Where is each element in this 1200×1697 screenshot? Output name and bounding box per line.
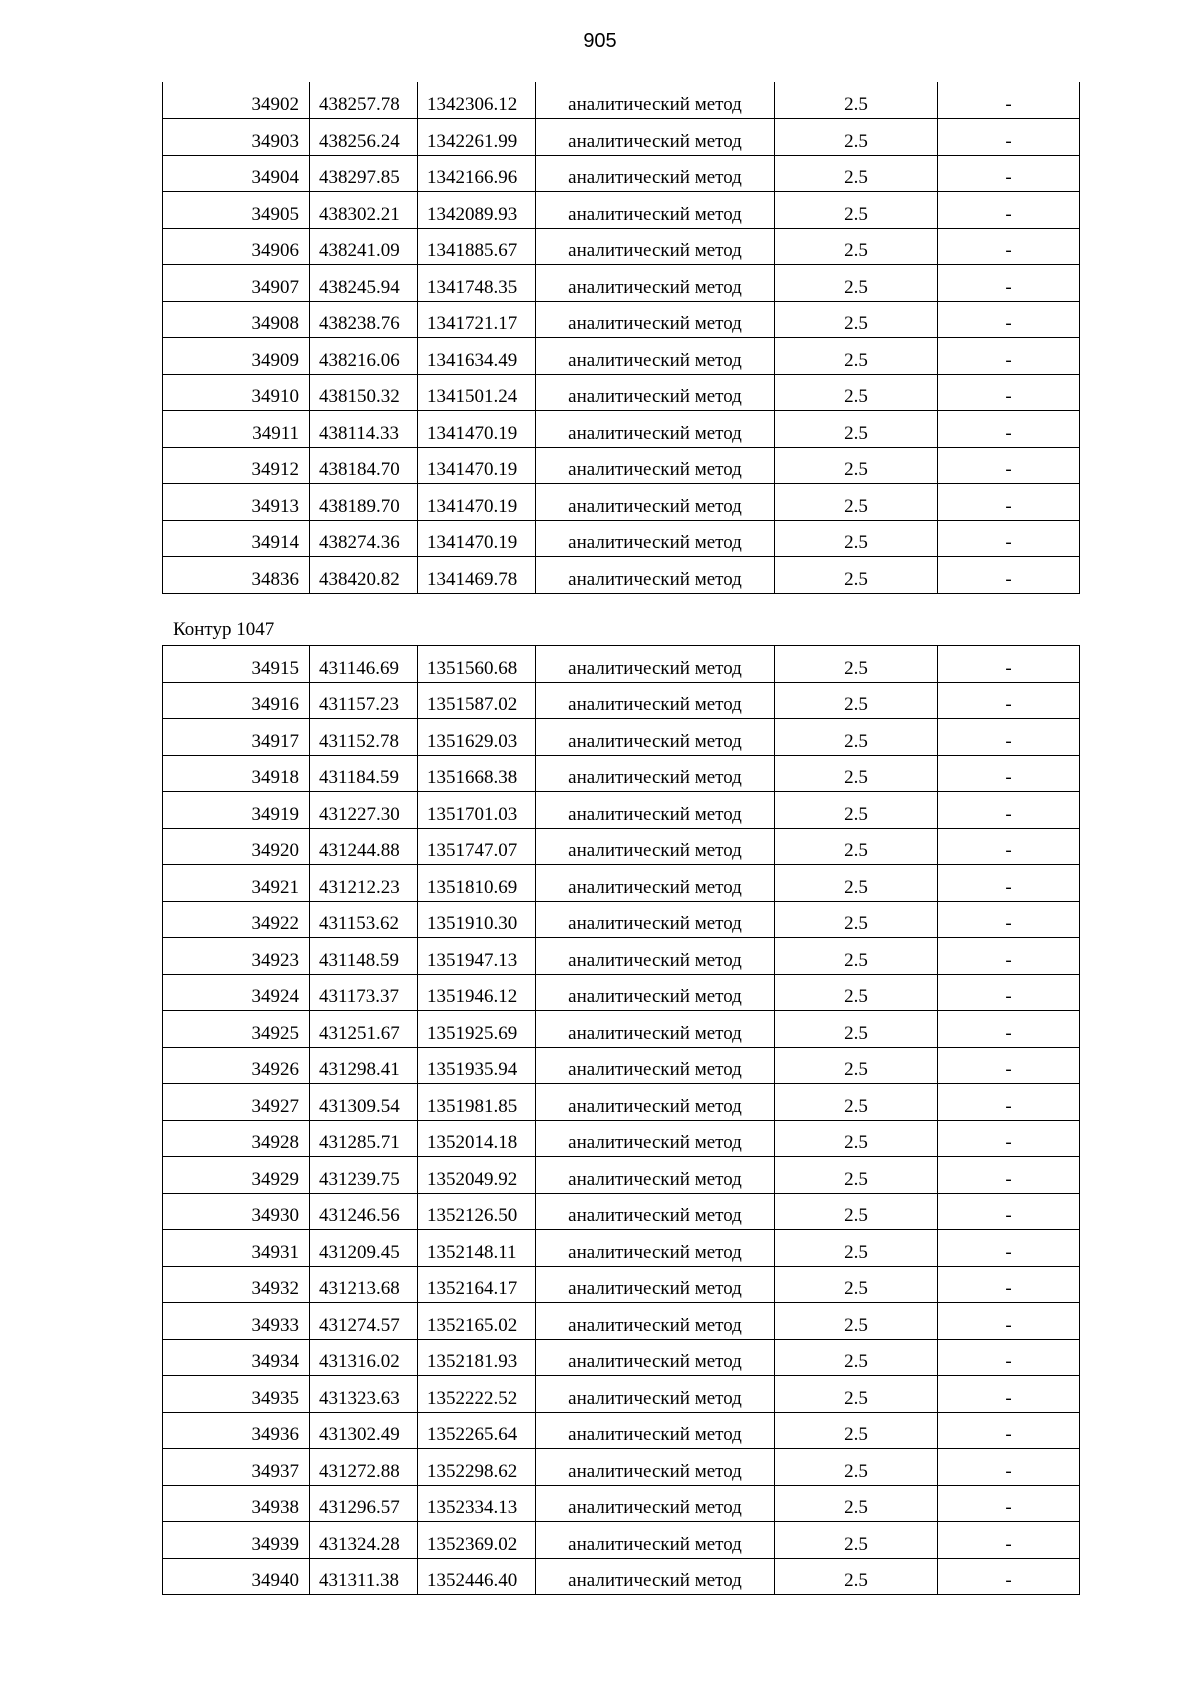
y-coordinate-cell: 1351935.94	[418, 1047, 536, 1084]
accuracy-cell: 2.5	[775, 1303, 938, 1340]
point-number-cell: 34926	[163, 1047, 310, 1084]
description-cell: -	[938, 338, 1080, 375]
x-coordinate-cell: 431239.75	[310, 1157, 418, 1194]
description-cell: -	[938, 82, 1080, 119]
method-cell: аналитический метод	[536, 901, 775, 938]
accuracy-cell: 2.5	[775, 755, 938, 792]
point-number-cell: 34907	[163, 265, 310, 302]
method-cell: аналитический метод	[536, 155, 775, 192]
method-cell: аналитический метод	[536, 1485, 775, 1522]
y-coordinate-cell: 1351747.07	[418, 828, 536, 865]
table-row	[163, 557, 1080, 594]
table-row	[163, 901, 1080, 938]
method-cell: аналитический метод	[536, 719, 775, 756]
point-number-cell: 34927	[163, 1084, 310, 1121]
table-row	[163, 1449, 1080, 1486]
method-cell: аналитический метод	[536, 374, 775, 411]
x-coordinate-cell: 438184.70	[310, 447, 418, 484]
accuracy-cell: 2.5	[775, 1157, 938, 1194]
table-row	[163, 828, 1080, 865]
y-coordinate-cell: 1352181.93	[418, 1339, 536, 1376]
table-row	[163, 1047, 1080, 1084]
point-number-cell: 34930	[163, 1193, 310, 1230]
table-row	[163, 792, 1080, 829]
table-row	[163, 1084, 1080, 1121]
point-number-cell: 34918	[163, 755, 310, 792]
x-coordinate-cell: 431323.63	[310, 1376, 418, 1413]
table-row	[163, 974, 1080, 1011]
description-cell: -	[938, 974, 1080, 1011]
method-cell: аналитический метод	[536, 520, 775, 557]
accuracy-cell: 2.5	[775, 828, 938, 865]
accuracy-cell: 2.5	[775, 1193, 938, 1230]
table-row	[163, 1412, 1080, 1449]
point-number-cell: 34909	[163, 338, 310, 375]
point-number-cell: 34940	[163, 1558, 310, 1595]
accuracy-cell: 2.5	[775, 1412, 938, 1449]
x-coordinate-cell: 431296.57	[310, 1485, 418, 1522]
x-coordinate-cell: 431274.57	[310, 1303, 418, 1340]
method-cell: аналитический метод	[536, 1303, 775, 1340]
point-number-cell: 34920	[163, 828, 310, 865]
accuracy-cell: 2.5	[775, 1485, 938, 1522]
y-coordinate-cell: 1351560.68	[418, 646, 536, 683]
x-coordinate-cell: 438216.06	[310, 338, 418, 375]
accuracy-cell: 2.5	[775, 557, 938, 594]
x-coordinate-cell: 438150.32	[310, 374, 418, 411]
y-coordinate-cell: 1341501.24	[418, 374, 536, 411]
contour-title: Контур 1047	[173, 619, 275, 640]
table-row	[163, 484, 1080, 521]
y-coordinate-cell: 1352126.50	[418, 1193, 536, 1230]
table-row	[163, 1485, 1080, 1522]
accuracy-cell: 2.5	[775, 1120, 938, 1157]
table-row	[163, 82, 1080, 119]
table-row	[163, 265, 1080, 302]
table-row	[163, 447, 1080, 484]
table-row	[163, 1376, 1080, 1413]
point-number-cell: 34923	[163, 938, 310, 975]
method-cell: аналитический метод	[536, 1047, 775, 1084]
x-coordinate-cell: 438257.78	[310, 82, 418, 119]
table-row	[163, 1120, 1080, 1157]
accuracy-cell: 2.5	[775, 1047, 938, 1084]
accuracy-cell: 2.5	[775, 192, 938, 229]
point-number-cell: 34908	[163, 301, 310, 338]
description-cell: -	[938, 374, 1080, 411]
method-cell: аналитический метод	[536, 1339, 775, 1376]
y-coordinate-cell: 1351587.02	[418, 682, 536, 719]
accuracy-cell: 2.5	[775, 338, 938, 375]
y-coordinate-cell: 1351668.38	[418, 755, 536, 792]
table-row	[163, 411, 1080, 448]
x-coordinate-cell: 431272.88	[310, 1449, 418, 1486]
x-coordinate-cell: 431302.49	[310, 1412, 418, 1449]
point-number-cell: 34935	[163, 1376, 310, 1413]
table-row	[163, 374, 1080, 411]
accuracy-cell: 2.5	[775, 447, 938, 484]
x-coordinate-cell: 438241.09	[310, 228, 418, 265]
description-cell: -	[938, 1084, 1080, 1121]
method-cell: аналитический метод	[536, 938, 775, 975]
x-coordinate-cell: 431148.59	[310, 938, 418, 975]
accuracy-cell: 2.5	[775, 901, 938, 938]
method-cell: аналитический метод	[536, 682, 775, 719]
point-number-cell: 34919	[163, 792, 310, 829]
point-number-cell: 34929	[163, 1157, 310, 1194]
table-row	[163, 338, 1080, 375]
point-number-cell: 34936	[163, 1412, 310, 1449]
y-coordinate-cell: 1341469.78	[418, 557, 536, 594]
table-row	[163, 228, 1080, 265]
table-row	[163, 1558, 1080, 1595]
x-coordinate-cell: 431309.54	[310, 1084, 418, 1121]
table-row	[163, 301, 1080, 338]
point-number-cell: 34911	[163, 411, 310, 448]
point-number-cell: 34924	[163, 974, 310, 1011]
y-coordinate-cell: 1352165.02	[418, 1303, 536, 1340]
table-row	[163, 865, 1080, 902]
description-cell: -	[938, 1047, 1080, 1084]
table-row	[163, 1230, 1080, 1267]
accuracy-cell: 2.5	[775, 865, 938, 902]
point-number-cell: 34904	[163, 155, 310, 192]
point-number-cell: 34906	[163, 228, 310, 265]
point-number-cell: 34912	[163, 447, 310, 484]
table-row	[163, 682, 1080, 719]
description-cell: -	[938, 557, 1080, 594]
method-cell: аналитический метод	[536, 265, 775, 302]
description-cell: -	[938, 1266, 1080, 1303]
point-number-cell: 34914	[163, 520, 310, 557]
y-coordinate-cell: 1352369.02	[418, 1522, 536, 1559]
accuracy-cell: 2.5	[775, 1376, 938, 1413]
point-number-cell: 34925	[163, 1011, 310, 1048]
coordinates-table	[162, 645, 1080, 1595]
method-cell: аналитический метод	[536, 865, 775, 902]
x-coordinate-cell: 438274.36	[310, 520, 418, 557]
x-coordinate-cell: 431244.88	[310, 828, 418, 865]
accuracy-cell: 2.5	[775, 1449, 938, 1486]
point-number-cell: 34934	[163, 1339, 310, 1376]
description-cell: -	[938, 1157, 1080, 1194]
accuracy-cell: 2.5	[775, 119, 938, 156]
method-cell: аналитический метод	[536, 1157, 775, 1194]
point-number-cell: 34916	[163, 682, 310, 719]
y-coordinate-cell: 1342306.12	[418, 82, 536, 119]
accuracy-cell: 2.5	[775, 1522, 938, 1559]
y-coordinate-cell: 1341470.19	[418, 484, 536, 521]
description-cell: -	[938, 865, 1080, 902]
table-row	[163, 755, 1080, 792]
method-cell: аналитический метод	[536, 1084, 775, 1121]
method-cell: аналитический метод	[536, 119, 775, 156]
description-cell: -	[938, 1303, 1080, 1340]
point-number-cell: 34917	[163, 719, 310, 756]
description-cell: -	[938, 1558, 1080, 1595]
description-cell: -	[938, 301, 1080, 338]
accuracy-cell: 2.5	[775, 301, 938, 338]
point-number-cell: 34836	[163, 557, 310, 594]
x-coordinate-cell: 431153.62	[310, 901, 418, 938]
point-number-cell: 34903	[163, 119, 310, 156]
x-coordinate-cell: 431285.71	[310, 1120, 418, 1157]
method-cell: аналитический метод	[536, 792, 775, 829]
y-coordinate-cell: 1352446.40	[418, 1558, 536, 1595]
x-coordinate-cell: 431298.41	[310, 1047, 418, 1084]
y-coordinate-cell: 1352148.11	[418, 1230, 536, 1267]
y-coordinate-cell: 1352222.52	[418, 1376, 536, 1413]
description-cell: -	[938, 938, 1080, 975]
method-cell: аналитический метод	[536, 1558, 775, 1595]
description-cell: -	[938, 192, 1080, 229]
y-coordinate-cell: 1351701.03	[418, 792, 536, 829]
description-cell: -	[938, 682, 1080, 719]
y-coordinate-cell: 1342261.99	[418, 119, 536, 156]
point-number-cell: 34932	[163, 1266, 310, 1303]
method-cell: аналитический метод	[536, 974, 775, 1011]
description-cell: -	[938, 1230, 1080, 1267]
description-cell: -	[938, 1339, 1080, 1376]
accuracy-cell: 2.5	[775, 1558, 938, 1595]
description-cell: -	[938, 155, 1080, 192]
point-number-cell: 34928	[163, 1120, 310, 1157]
x-coordinate-cell: 431212.23	[310, 865, 418, 902]
accuracy-cell: 2.5	[775, 1266, 938, 1303]
y-coordinate-cell: 1342166.96	[418, 155, 536, 192]
description-cell: -	[938, 1522, 1080, 1559]
y-coordinate-cell: 1351629.03	[418, 719, 536, 756]
description-cell: -	[938, 1485, 1080, 1522]
method-cell: аналитический метод	[536, 1193, 775, 1230]
method-cell: аналитический метод	[536, 828, 775, 865]
accuracy-cell: 2.5	[775, 792, 938, 829]
method-cell: аналитический метод	[536, 338, 775, 375]
x-coordinate-cell: 438238.76	[310, 301, 418, 338]
x-coordinate-cell: 438189.70	[310, 484, 418, 521]
y-coordinate-cell: 1342089.93	[418, 192, 536, 229]
coordinates-table	[162, 82, 1080, 594]
method-cell: аналитический метод	[536, 1449, 775, 1486]
x-coordinate-cell: 438245.94	[310, 265, 418, 302]
accuracy-cell: 2.5	[775, 374, 938, 411]
description-cell: -	[938, 646, 1080, 683]
accuracy-cell: 2.5	[775, 974, 938, 1011]
accuracy-cell: 2.5	[775, 1339, 938, 1376]
method-cell: аналитический метод	[536, 301, 775, 338]
y-coordinate-cell: 1351910.30	[418, 901, 536, 938]
method-cell: аналитический метод	[536, 411, 775, 448]
point-number-cell: 34933	[163, 1303, 310, 1340]
description-cell: -	[938, 265, 1080, 302]
accuracy-cell: 2.5	[775, 646, 938, 683]
method-cell: аналитический метод	[536, 228, 775, 265]
point-number-cell: 34931	[163, 1230, 310, 1267]
point-number-cell: 34913	[163, 484, 310, 521]
accuracy-cell: 2.5	[775, 1230, 938, 1267]
description-cell: -	[938, 1376, 1080, 1413]
point-number-cell: 34922	[163, 901, 310, 938]
x-coordinate-cell: 438297.85	[310, 155, 418, 192]
method-cell: аналитический метод	[536, 1522, 775, 1559]
description-cell: -	[938, 719, 1080, 756]
x-coordinate-cell: 431324.28	[310, 1522, 418, 1559]
x-coordinate-cell: 431316.02	[310, 1339, 418, 1376]
table-row	[163, 1303, 1080, 1340]
x-coordinate-cell: 431173.37	[310, 974, 418, 1011]
x-coordinate-cell: 431152.78	[310, 719, 418, 756]
accuracy-cell: 2.5	[775, 938, 938, 975]
x-coordinate-cell: 431184.59	[310, 755, 418, 792]
y-coordinate-cell: 1352049.92	[418, 1157, 536, 1194]
method-cell: аналитический метод	[536, 82, 775, 119]
description-cell: -	[938, 411, 1080, 448]
table-row	[163, 1157, 1080, 1194]
method-cell: аналитический метод	[536, 1011, 775, 1048]
x-coordinate-cell: 431246.56	[310, 1193, 418, 1230]
x-coordinate-cell: 431227.30	[310, 792, 418, 829]
point-number-cell: 34915	[163, 646, 310, 683]
x-coordinate-cell: 431311.38	[310, 1558, 418, 1595]
description-cell: -	[938, 1449, 1080, 1486]
description-cell: -	[938, 447, 1080, 484]
accuracy-cell: 2.5	[775, 155, 938, 192]
point-number-cell: 34905	[163, 192, 310, 229]
description-cell: -	[938, 901, 1080, 938]
table-row	[163, 1011, 1080, 1048]
description-cell: -	[938, 828, 1080, 865]
y-coordinate-cell: 1352265.64	[418, 1412, 536, 1449]
x-coordinate-cell: 438114.33	[310, 411, 418, 448]
table-row	[163, 119, 1080, 156]
y-coordinate-cell: 1351925.69	[418, 1011, 536, 1048]
method-cell: аналитический метод	[536, 646, 775, 683]
y-coordinate-cell: 1341721.17	[418, 301, 536, 338]
page-number: 905	[583, 30, 617, 52]
method-cell: аналитический метод	[536, 1266, 775, 1303]
y-coordinate-cell: 1351981.85	[418, 1084, 536, 1121]
y-coordinate-cell: 1341748.35	[418, 265, 536, 302]
accuracy-cell: 2.5	[775, 82, 938, 119]
accuracy-cell: 2.5	[775, 484, 938, 521]
table-row	[163, 192, 1080, 229]
description-cell: -	[938, 1120, 1080, 1157]
method-cell: аналитический метод	[536, 557, 775, 594]
description-cell: -	[938, 228, 1080, 265]
method-cell: аналитический метод	[536, 447, 775, 484]
table-row	[163, 520, 1080, 557]
x-coordinate-cell: 431213.68	[310, 1266, 418, 1303]
y-coordinate-cell: 1341885.67	[418, 228, 536, 265]
table-row	[163, 719, 1080, 756]
description-cell: -	[938, 792, 1080, 829]
y-coordinate-cell: 1351947.13	[418, 938, 536, 975]
accuracy-cell: 2.5	[775, 520, 938, 557]
table-row	[163, 1266, 1080, 1303]
accuracy-cell: 2.5	[775, 265, 938, 302]
accuracy-cell: 2.5	[775, 228, 938, 265]
y-coordinate-cell: 1341470.19	[418, 411, 536, 448]
x-coordinate-cell: 438256.24	[310, 119, 418, 156]
table-row	[163, 646, 1080, 683]
x-coordinate-cell: 431157.23	[310, 682, 418, 719]
accuracy-cell: 2.5	[775, 1084, 938, 1121]
description-cell: -	[938, 119, 1080, 156]
point-number-cell: 34921	[163, 865, 310, 902]
accuracy-cell: 2.5	[775, 682, 938, 719]
method-cell: аналитический метод	[536, 1376, 775, 1413]
table-row	[163, 155, 1080, 192]
x-coordinate-cell: 438420.82	[310, 557, 418, 594]
y-coordinate-cell: 1352014.18	[418, 1120, 536, 1157]
accuracy-cell: 2.5	[775, 1011, 938, 1048]
point-number-cell: 34939	[163, 1522, 310, 1559]
method-cell: аналитический метод	[536, 755, 775, 792]
table-row	[163, 938, 1080, 975]
method-cell: аналитический метод	[536, 1120, 775, 1157]
table-row	[163, 1339, 1080, 1376]
description-cell: -	[938, 1412, 1080, 1449]
table-row	[163, 1522, 1080, 1559]
y-coordinate-cell: 1352164.17	[418, 1266, 536, 1303]
method-cell: аналитический метод	[536, 1412, 775, 1449]
x-coordinate-cell: 431146.69	[310, 646, 418, 683]
y-coordinate-cell: 1351810.69	[418, 865, 536, 902]
description-cell: -	[938, 1193, 1080, 1230]
method-cell: аналитический метод	[536, 192, 775, 229]
x-coordinate-cell: 438302.21	[310, 192, 418, 229]
table-row	[163, 1193, 1080, 1230]
y-coordinate-cell: 1341634.49	[418, 338, 536, 375]
description-cell: -	[938, 484, 1080, 521]
point-number-cell: 34938	[163, 1485, 310, 1522]
description-cell: -	[938, 520, 1080, 557]
x-coordinate-cell: 431251.67	[310, 1011, 418, 1048]
y-coordinate-cell: 1351946.12	[418, 974, 536, 1011]
y-coordinate-cell: 1352298.62	[418, 1449, 536, 1486]
accuracy-cell: 2.5	[775, 719, 938, 756]
x-coordinate-cell: 431209.45	[310, 1230, 418, 1267]
y-coordinate-cell: 1341470.19	[418, 447, 536, 484]
point-number-cell: 34910	[163, 374, 310, 411]
description-cell: -	[938, 755, 1080, 792]
method-cell: аналитический метод	[536, 484, 775, 521]
y-coordinate-cell: 1352334.13	[418, 1485, 536, 1522]
point-number-cell: 34902	[163, 82, 310, 119]
y-coordinate-cell: 1341470.19	[418, 520, 536, 557]
description-cell: -	[938, 1011, 1080, 1048]
method-cell: аналитический метод	[536, 1230, 775, 1267]
point-number-cell: 34937	[163, 1449, 310, 1486]
accuracy-cell: 2.5	[775, 411, 938, 448]
